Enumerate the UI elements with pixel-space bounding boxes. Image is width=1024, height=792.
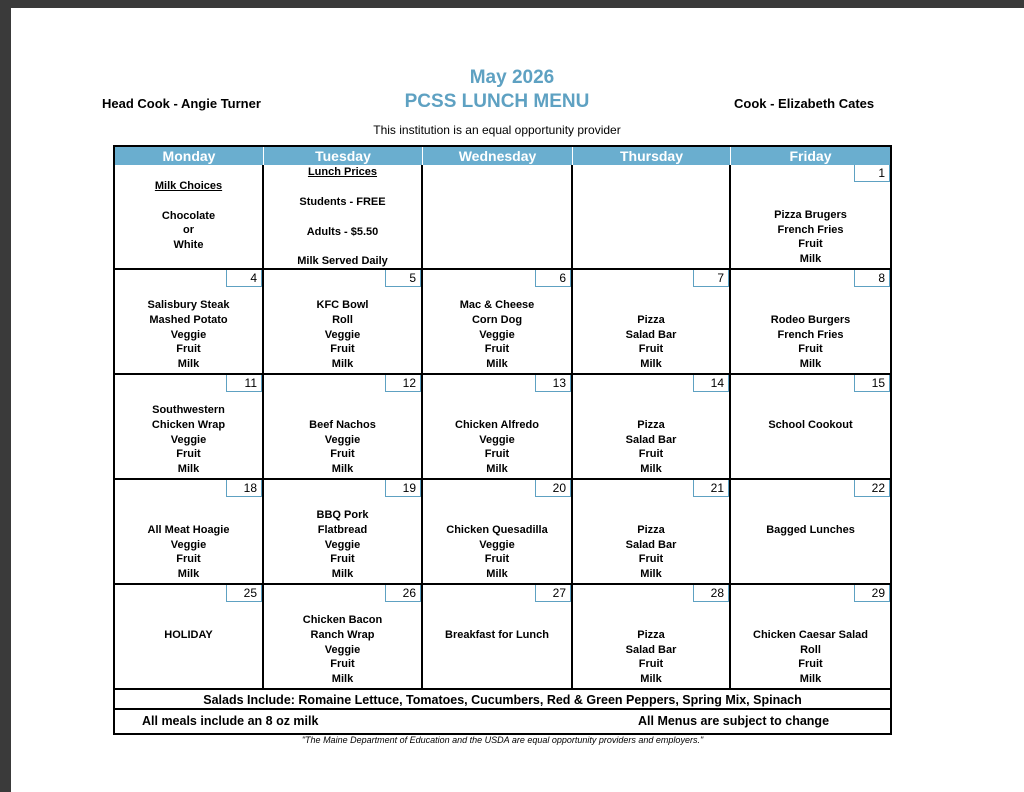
menu-item: Pizza xyxy=(637,418,665,431)
menu-item: School Cookout xyxy=(768,418,853,431)
menu-item xyxy=(423,643,571,658)
menu-item xyxy=(423,672,571,687)
menu-item: Veggie xyxy=(479,433,515,446)
menu-item xyxy=(731,433,890,448)
menu-item xyxy=(115,643,262,658)
menu-item: Chicken Quesadilla xyxy=(446,523,548,536)
milk-served-note: Milk Served Daily xyxy=(297,255,388,267)
day-cell xyxy=(573,480,731,585)
day-cell xyxy=(115,375,264,480)
menu-items xyxy=(423,418,571,477)
menu-item: Veggie xyxy=(324,328,361,341)
day-header-monday: Monday xyxy=(115,147,264,165)
day-cell xyxy=(264,270,423,375)
menu-item: Pizza Brugers xyxy=(774,208,847,221)
menu-item xyxy=(731,567,890,582)
cook: Cook - Elizabeth Cates xyxy=(734,96,875,111)
menu-item: Milk xyxy=(331,358,354,371)
menu-items xyxy=(731,628,890,687)
lunch-prices-title: Lunch Prices xyxy=(307,166,378,178)
milk-note: All meals include an 8 oz milk xyxy=(142,714,319,728)
menu-item: Milk xyxy=(640,358,662,371)
cell-lunch-prices xyxy=(264,165,423,270)
menu-items xyxy=(264,613,421,687)
footer-row xyxy=(115,710,890,733)
day-header-friday: Friday xyxy=(789,148,832,164)
menu-item: Southwestern xyxy=(152,404,225,417)
menu-item: Mac & Cheese xyxy=(459,299,535,312)
cell-empty xyxy=(573,165,731,270)
menu-item xyxy=(731,538,890,553)
menu-items xyxy=(731,418,890,477)
day-header-thursday: Thursday xyxy=(573,147,731,165)
menu-items xyxy=(731,523,890,582)
menu-items xyxy=(115,403,262,477)
menu-item: Ranch Wrap xyxy=(310,628,375,641)
weekday-header xyxy=(115,147,890,165)
menu-items xyxy=(423,298,571,372)
menu-item: Flatbread xyxy=(317,523,368,536)
menu-item: Fruit xyxy=(330,658,355,671)
salads-note: Salads Include: Romaine Lettuce, Tomatoes, Cucumbers, Red & Green Peppers, Spring Mix, Spinach xyxy=(115,690,890,710)
menu-item: Milk xyxy=(640,463,662,476)
menu-item xyxy=(423,657,571,672)
day-number: 13 xyxy=(535,375,571,392)
menu-item: Fruit xyxy=(638,448,664,461)
menu-item: Milk xyxy=(331,673,354,686)
day-number: 14 xyxy=(693,375,729,392)
menu-items xyxy=(115,298,262,372)
day-number: 21 xyxy=(693,480,729,497)
menu-item: Milk xyxy=(486,358,508,371)
menu-item: Fruit xyxy=(330,553,355,566)
menu-item: Veggie xyxy=(170,433,207,446)
day-cell xyxy=(264,375,423,480)
day-cell xyxy=(731,585,890,690)
menu-item: Pizza xyxy=(637,628,665,641)
menu-item: Chicken Alfredo xyxy=(455,418,539,431)
menu-item xyxy=(731,552,890,567)
day-cell xyxy=(731,375,890,480)
day-cell xyxy=(115,270,264,375)
menu-item: Milk xyxy=(177,358,200,371)
menu-item: Milk xyxy=(640,568,662,581)
menu-month: May 2026 xyxy=(469,67,555,88)
menu-items xyxy=(264,418,421,477)
menu-item: Salad Bar xyxy=(625,328,677,341)
menu-item: Milk xyxy=(799,358,822,371)
menu-item: Rodeo Burgers xyxy=(770,313,851,326)
day-number: 26 xyxy=(385,585,421,602)
menu-item: Milk xyxy=(640,673,662,686)
menu-item: Chicken Caesar Salad xyxy=(753,628,868,641)
milk-choice: White xyxy=(173,239,204,252)
day-cell xyxy=(264,480,423,585)
menu-item: Salisbury Steak xyxy=(147,299,230,312)
menu-item: Bagged Lunches xyxy=(766,523,855,536)
day-number: 4 xyxy=(226,270,262,287)
day-cell xyxy=(423,270,573,375)
menu-item: French Fries xyxy=(777,223,844,236)
menu-item: Veggie xyxy=(479,328,515,341)
day-number: 7 xyxy=(693,270,729,287)
menu-items xyxy=(423,628,571,687)
cell-empty xyxy=(423,165,573,270)
menu-items xyxy=(264,508,421,582)
menu-item: Beef Nachos xyxy=(309,418,376,431)
equal-opportunity-note: This institution is an equal opportunity provider xyxy=(373,123,621,137)
head-cook: Head Cook - Angie Turner xyxy=(102,96,261,111)
menu-item: Roll xyxy=(332,313,353,326)
menu-item: Fruit xyxy=(484,553,510,566)
day-number: 1 xyxy=(854,165,890,182)
menu-item: Fruit xyxy=(798,238,823,251)
menu-item: Veggie xyxy=(324,538,361,551)
menu-item: French Fries xyxy=(777,328,844,341)
menu-items xyxy=(115,628,262,687)
menu-item: All Meat Hoagie xyxy=(147,523,230,536)
day-cell xyxy=(423,585,573,690)
menu-item xyxy=(731,462,890,477)
menu-items xyxy=(573,418,729,477)
milk-choices-title: Milk Choices xyxy=(154,180,223,192)
menu-item: Milk xyxy=(486,568,508,581)
day-cell xyxy=(573,270,731,375)
menu-item xyxy=(115,672,262,687)
menu-item: Fruit xyxy=(638,553,664,566)
menu-item: Veggie xyxy=(170,328,207,341)
menu-item: Fruit xyxy=(484,343,510,356)
menu-title: PCSS LUNCH MENU xyxy=(404,91,590,112)
day-number: 28 xyxy=(693,585,729,602)
menu-item: Milk xyxy=(331,568,354,581)
milk-choice: or xyxy=(183,224,194,237)
day-cell xyxy=(115,585,264,690)
day-cell xyxy=(731,480,890,585)
day-number: 6 xyxy=(535,270,571,287)
day-cell xyxy=(423,480,573,585)
student-price: Students - FREE xyxy=(299,196,386,208)
menu-item: Fruit xyxy=(638,658,664,671)
menu-items xyxy=(573,313,729,372)
day-cell xyxy=(573,375,731,480)
menu-items xyxy=(573,523,729,582)
day-header-wednesday: Wednesday xyxy=(423,147,573,165)
menu-items xyxy=(731,208,890,267)
day-cell xyxy=(573,585,731,690)
day-number: 8 xyxy=(854,270,890,287)
menu-item: Milk xyxy=(331,463,354,476)
day-number: 5 xyxy=(385,270,421,287)
menu-item: Pizza xyxy=(637,313,665,326)
menu-item: Milk xyxy=(799,673,822,686)
menu-item: Fruit xyxy=(176,448,201,461)
menu-item: Fruit xyxy=(484,448,510,461)
day-cell xyxy=(264,585,423,690)
menu-item: Breakfast for Lunch xyxy=(445,628,549,641)
menu-item: BBQ Pork xyxy=(316,509,369,522)
menu-item: Fruit xyxy=(176,553,201,566)
menu-item xyxy=(731,447,890,462)
menu-items xyxy=(423,523,571,582)
change-note: All Menus are subject to change xyxy=(638,714,830,728)
menu-item: Fruit xyxy=(330,343,355,356)
menu-item: Fruit xyxy=(798,658,823,671)
menu-item: Milk xyxy=(799,253,822,266)
adult-price: Adults - $5.50 xyxy=(306,226,379,238)
day-number: 22 xyxy=(854,480,890,497)
day-cell xyxy=(115,480,264,585)
day-header-tuesday: Tuesday xyxy=(264,147,423,165)
menu-item: Salad Bar xyxy=(625,433,677,446)
day-number: 19 xyxy=(385,480,421,497)
day-number: 20 xyxy=(535,480,571,497)
menu-item: Milk xyxy=(177,568,200,581)
day-number: 25 xyxy=(226,585,262,602)
menu-items xyxy=(573,628,729,687)
menu-item: Milk xyxy=(486,463,508,476)
lunch-calendar xyxy=(113,145,892,735)
menu-item: Veggie xyxy=(479,538,515,551)
day-cell xyxy=(731,165,890,270)
menu-item: Corn Dog xyxy=(471,313,523,326)
day-number: 29 xyxy=(854,585,890,602)
menu-item: Fruit xyxy=(798,343,823,356)
menu-item: Fruit xyxy=(638,343,664,356)
menu-item: Chicken Bacon xyxy=(302,614,383,627)
day-number: 11 xyxy=(226,375,262,392)
menu-item: Fruit xyxy=(176,343,201,356)
menu-item: Salad Bar xyxy=(625,643,677,656)
menu-item: HOLIDAY xyxy=(164,628,213,641)
menu-item: KFC Bowl xyxy=(316,299,369,312)
menu-item: Fruit xyxy=(330,448,355,461)
day-number: 27 xyxy=(535,585,571,602)
menu-item: Salad Bar xyxy=(625,538,677,551)
menu-item xyxy=(115,657,262,672)
day-number: 15 xyxy=(854,375,890,392)
menu-item: Veggie xyxy=(324,643,361,656)
day-number: 12 xyxy=(385,375,421,392)
menu-item: Chicken Wrap xyxy=(151,418,226,431)
menu-item: Veggie xyxy=(324,433,361,446)
day-number: 18 xyxy=(226,480,262,497)
day-cell xyxy=(731,270,890,375)
menu-item: Milk xyxy=(177,463,200,476)
menu-items xyxy=(264,298,421,372)
menu-items xyxy=(115,523,262,582)
day-cell xyxy=(423,375,573,480)
menu-item: Veggie xyxy=(170,538,207,551)
menu-item: Mashed Potato xyxy=(149,313,228,326)
cell-milk-choices xyxy=(115,165,264,270)
menu-items xyxy=(731,313,890,372)
menu-item: Roll xyxy=(800,643,821,656)
usda-disclaimer: "The Maine Department of Education and the USDA are equal opportunity providers and employers." xyxy=(301,735,704,745)
menu-item: Pizza xyxy=(637,523,665,536)
milk-choice: Chocolate xyxy=(161,209,216,222)
